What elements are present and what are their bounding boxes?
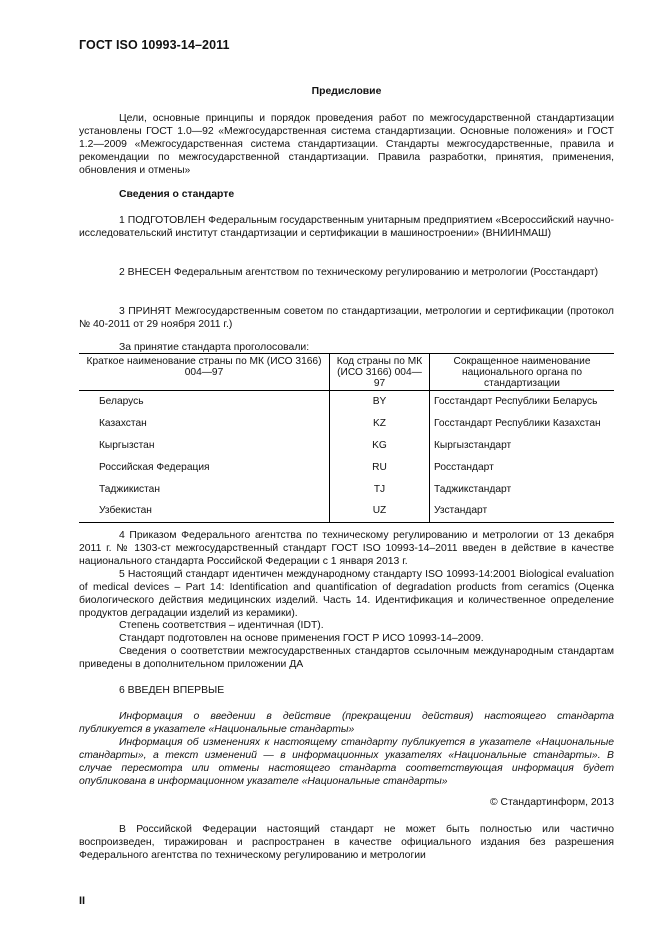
country-code-cell: BY	[330, 391, 430, 413]
national-body-cell: Госстандарт Республики Беларусь	[430, 391, 615, 413]
item-5-identical: 5 Настоящий стандарт идентичен международному стандарту ISO 10993-14:2001 Biological evaluation of medical devices – Part 14: Identification and quantification of degradation products from ceramics (Оценка биологического действия медицинских изделий. Часть 14. Идентификация и количественное определение продуктов деградации изделий из керамики).	[79, 569, 614, 619]
column-header-code: Код страны по МК (ИСО 3166) 004—97	[330, 354, 430, 391]
country-code-cell: KG	[330, 435, 430, 457]
table-row	[79, 500, 614, 522]
table-header-row	[79, 354, 614, 391]
degree-of-correspondence: Степень соответствия – идентичная (IDT).	[119, 620, 324, 631]
country-cell: Узбекистан	[79, 500, 330, 522]
table-row	[79, 435, 614, 457]
copyright-notice: © Стандартинформ, 2013	[489, 797, 614, 808]
item-3-adopted: 3 ПРИНЯТ Межгосударственным советом по стандартизации, метрологии и сертификации (протокол № 40-2011 от 29 ноября 2011 г.)	[79, 306, 614, 330]
reproduction-restriction: В Российской Федерации настоящий стандарт не может быть полностью или частично воспроизведен, тиражирован и распространен в качестве официального издания без разрешения Федерального агентства по техническому регулированию и метрологии	[79, 824, 614, 861]
item-4-order: 4 Приказом Федерального агентства по техническому регулированию и метрологии от 13 декабря 2011 г. № 1303-ст межгосударственный стандарт ГОСТ ISO 10993-14–2011 введен в действие в качестве национального стандарта Российской Федерации с 1 января 2013 г.	[79, 530, 614, 567]
vote-intro: За принятие стандарта проголосовали:	[119, 342, 310, 353]
item-2-introduced: 2 ВНЕСЕН Федеральным агентством по техническому регулированию и метрологии (Росстандарт)	[119, 267, 599, 278]
country-code-cell: KZ	[330, 413, 430, 435]
country-cell: Беларусь	[99, 396, 144, 408]
notice-introduction-info: Информация о введении в действие (прекращении действия) настоящего стандарта публикуется в указателе «Национальные стандарты»	[79, 711, 614, 735]
basis-statement: Стандарт подготовлен на основе применения ГОСТ Р ИСО 10993-14–2009.	[119, 633, 484, 644]
item-1-prepared: 1 ПОДГОТОВЛЕН Федеральным государственным унитарным предприятием «Всероссийский научно-исследовательский институт стандартизации и сертификации в машиностроении» (ВНИИНМАШ)	[79, 215, 614, 239]
table-row	[79, 391, 614, 413]
standard-info-heading: Сведения о стандарте	[119, 189, 235, 200]
references-statement: Сведения о соответствии межгосударственных стандартов ссылочным международным стандартам приведены в дополнительном приложении ДА	[79, 646, 614, 670]
column-header-national-body: Сокращенное наименование национального органа по стандартизации	[430, 354, 615, 391]
national-body-cell: Госстандарт Республики Казахстан	[430, 413, 615, 435]
foreword-intro-paragraph: Цели, основные принципы и порядок проведения работ по межгосударственной стандартизации установлены ГОСТ 1.0—92 «Межгосударственная система стандартизации. Основные положения» и ГОСТ 1.2—2009 «Межгосударственная система стандартизации. Стандарты межгосударственные, правила и рекомендации по межгосударственной стандартизации. Правила разработки, принятия, применения, обновления и отмены»	[79, 113, 614, 176]
country-code-cell: UZ	[330, 500, 430, 522]
national-body-cell: Таджикстандарт	[430, 478, 615, 500]
country-cell: Казахстан	[99, 418, 147, 430]
country-code-cell: TJ	[330, 478, 430, 500]
country-cell: Кыргызстан	[99, 439, 155, 451]
column-header-country: Краткое наименование страны по МК (ИСО 3166) 004—97	[79, 354, 330, 391]
item-6-first-introduced: 6 ВВЕДЕН ВПЕРВЫЕ	[119, 685, 225, 696]
country-code-cell: RU	[330, 456, 430, 478]
page-number: II	[79, 895, 86, 907]
table-row	[79, 456, 614, 478]
document-code-header: ГОСТ ISO 10993-14–2011	[79, 38, 230, 52]
country-cell: Таджикистан	[99, 483, 160, 495]
foreword-title: Предисловие	[311, 86, 382, 97]
table-row	[79, 413, 614, 435]
notice-changes-info: Информация об изменениях к настоящему стандарту публикуется в указателе «Национальные стандарты», а текст изменений — в информационных указателях «Национальные стандарты». В случае пересмотра или отмены настоящего стандарта соответствующая информация будет опубликована в информационном указателе «Национальные стандарты»	[79, 737, 614, 787]
country-cell: Российская Федерация	[99, 461, 210, 473]
national-body-cell: Росстандарт	[430, 456, 615, 478]
national-body-cell: Узстандарт	[430, 500, 615, 522]
table-row	[79, 478, 614, 500]
voting-countries-table	[79, 353, 614, 523]
national-body-cell: Кыргызстандарт	[430, 435, 615, 457]
